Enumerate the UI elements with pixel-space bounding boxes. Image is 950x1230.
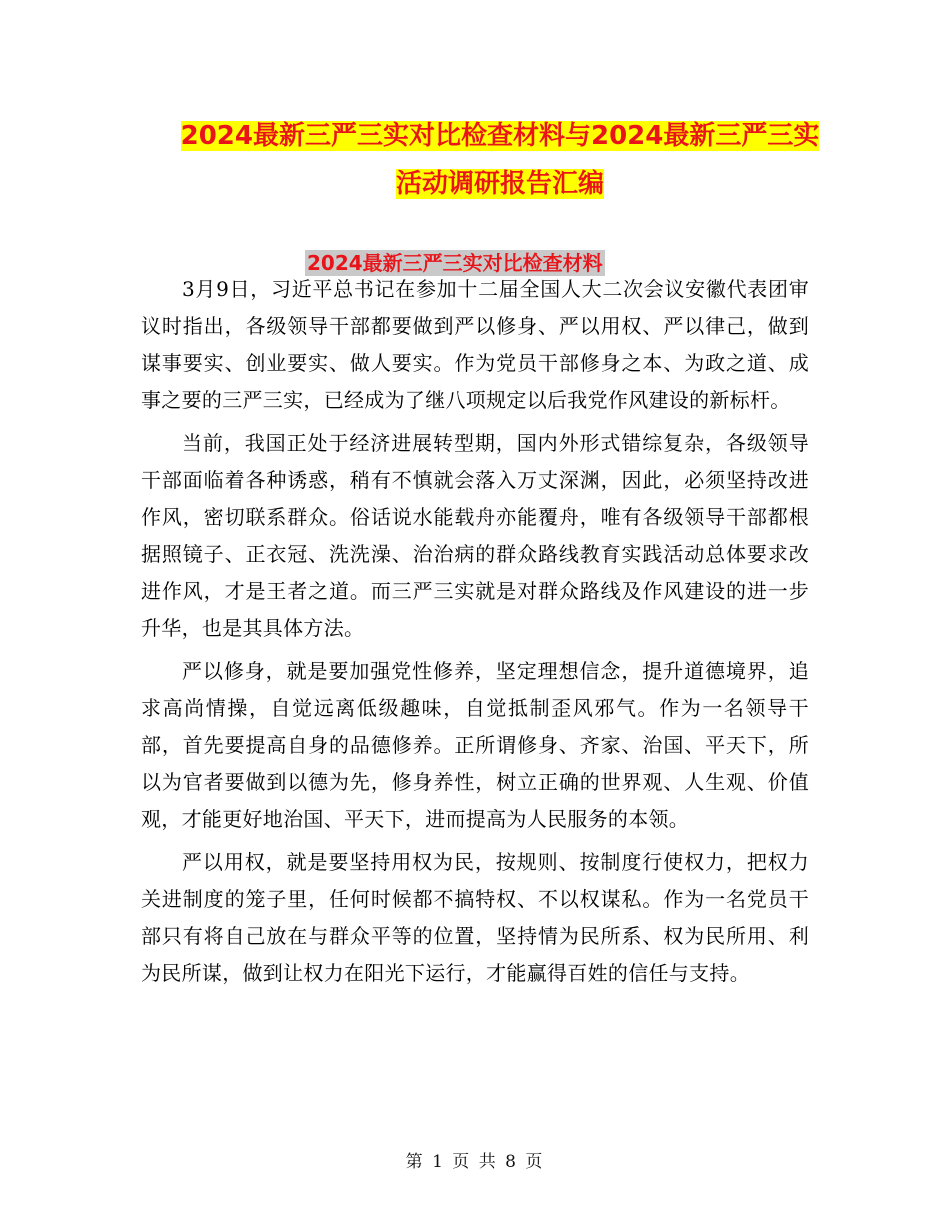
paragraph-2: 当前，我国正处于经济进展转型期，国内外形式错综复杂，各级领导干部面临着各种诱惑，稍有不慎就会落入万丈深渊，因此，必须坚持改进作风，密切联系群众。俗话说水能载舟亦能覆舟，唯有各级领导干部都根据照镜子、正衣冠、洗洗澡、治治病的群众路线教育实践活动总体要求改进作风，才是王者之道。而三严三实就是对群众路线及作风建设的进一步升华，也是其具体方法。: [141, 431, 809, 640]
document-title: [150, 112, 850, 208]
paragraph-1: 3月9日，习近平总书记在参加十二届全国人大二次会议安徽代表团审议时指出，各级领导干部都要做到严以修身、严以用权、严以律己，做到谋事要实、创业要实、做人要实。作为党员干部修身之本、为政之道、成事之要的三严三实，已经成为了继八项规定以后我党作风建设的新标杆。: [141, 277, 809, 412]
paragraph-4: 严以用权，就是要坚持用权为民，按规则、按制度行使权力，把权力关进制度的笼子里，任何时候都不搞特权、不以权谋私。作为一名党员干部只有将自己放在与群众平等的位置，坚持情为民所系、权为民所用、利为民所谋，做到让权力在阳光下运行，才能赢得百姓的信任与支持。: [141, 850, 809, 985]
section-title: 2024最新三严三实对比检查材料: [307, 251, 603, 275]
page-footer: 第 1 页 共 8 页: [405, 1152, 545, 1172]
paragraph-3: 严以修身，就是要加强党性修养，坚定理想信念，提升道德境界，追求高尚情操，自觉远离低级趣味，自觉抵制歪风邪气。作为一名领导干部，首先要提高自身的品德修养。正所谓修身、齐家、治国、平天下，所以为官者要做到以德为先，修身养性，树立正确的世界观、人生观、价值观，才能更好地治国、平天下，进而提高为人民服务的本领。: [141, 659, 809, 831]
document-title-line-1: 2024最新三严三实对比检查材料与2024最新三严三实: [180, 121, 820, 151]
document-body: [141, 271, 809, 998]
document-title-line-2: 活动调研报告汇编: [395, 169, 604, 199]
